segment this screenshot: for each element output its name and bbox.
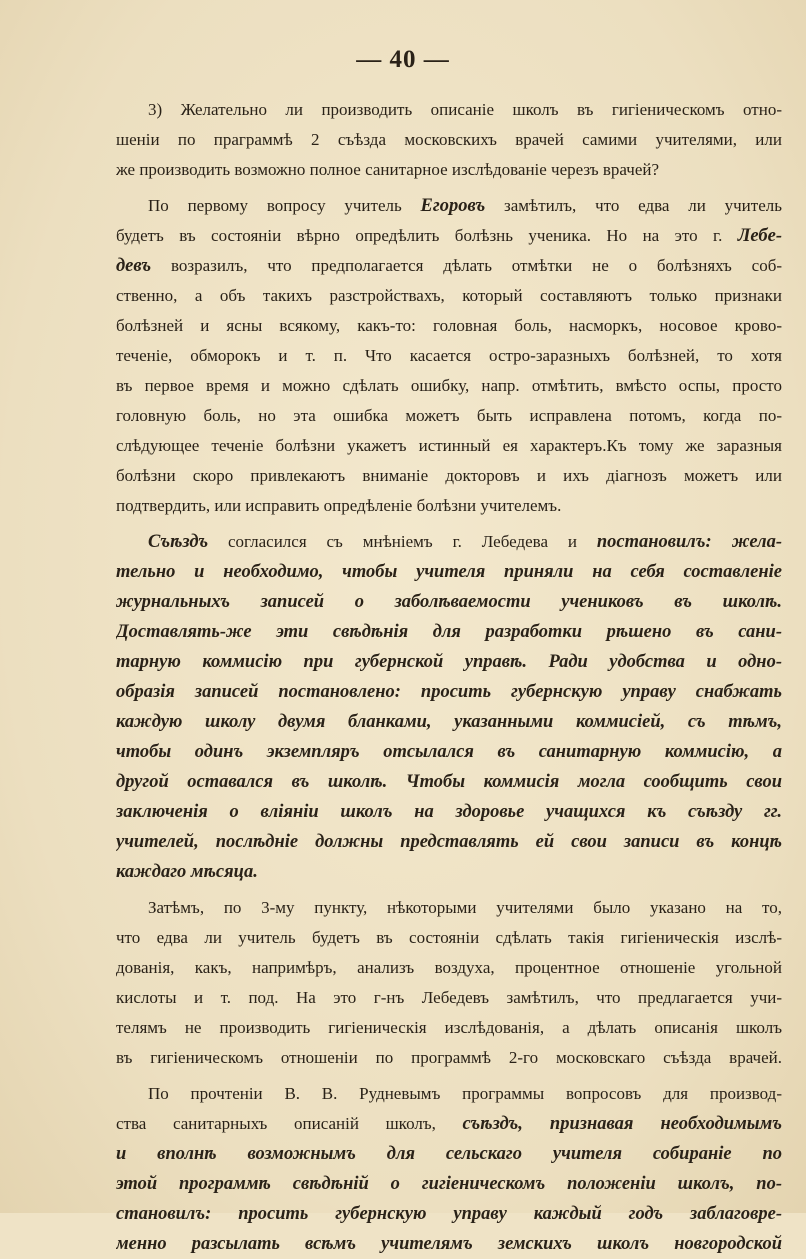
italic-text-segment: Егоровъ (420, 196, 486, 216)
text-line (116, 155, 782, 185)
text-line (116, 857, 782, 887)
text-line (116, 647, 782, 677)
text-segment: болѣзней и ясны всякому, какъ-то: головная боль, насморкъ, носовое крово- (116, 316, 782, 335)
text-segment: согласился съ мнѣніемъ г. Лебедева и (208, 532, 597, 551)
text-line (116, 401, 782, 431)
text-segment: что едва ли учитель будетъ въ состояніи сдѣлать такія гигіеническія изслѣ- (116, 928, 782, 947)
text-line (116, 617, 782, 647)
text-segment: шеніи по праграммѣ 2 съѣзда московскихъ врачей самими учителями, или (116, 130, 782, 149)
italic-text-segment: образія записей постановлено: просить губернскую управу снабжать (116, 682, 782, 702)
italic-text-segment: Съѣздъ (148, 532, 209, 552)
text-segment: кислоты и т. под. На это г-нъ Лебедевъ замѣтилъ, что предлагается учи- (116, 988, 782, 1007)
text-segment: же производить возможно полное санитарное изслѣдованіе черезъ врачей? (116, 160, 660, 179)
italic-text-segment: заключенія о вліяніи школъ на здоровье учащихся къ съѣзду гг. (116, 802, 782, 822)
text-segment: 3) Желательно ли производить описаніе школъ въ гигіеническомъ отно- (148, 100, 782, 119)
text-line (116, 251, 782, 281)
text-line (116, 1199, 782, 1229)
italic-text-segment: каждую школу двумя бланками, указанными коммисіей, съ тѣмъ, (116, 712, 782, 732)
paragraph (116, 95, 782, 185)
italic-text-segment: тарную коммисію при губернской управѣ. Ради удобства и одно- (116, 652, 782, 672)
text-line (116, 95, 782, 125)
italic-text-segment: чтобы одинъ экземпляръ отсылался въ санитарную коммисію, а (116, 742, 782, 762)
text-line (116, 707, 782, 737)
italic-text-segment: этой программѣ свѣдѣній о гигіеническомъ положеніи школъ, по- (116, 1174, 782, 1194)
text-segment: По первому вопросу учитель (148, 196, 421, 215)
text-line (116, 797, 782, 827)
text-line (116, 953, 782, 983)
text-line (116, 983, 782, 1013)
paragraph (116, 191, 782, 521)
text-line (116, 767, 782, 797)
paragraph (116, 1079, 782, 1259)
text-line (116, 527, 782, 557)
text-line (116, 281, 782, 311)
text-line (116, 1043, 782, 1073)
text-line (116, 1079, 782, 1109)
italic-text-segment: другой оставался въ школѣ. Чтобы коммисія могла сообщить свои (116, 772, 782, 792)
text-segment: подтвердить, или исправить опредѣленіе болѣзни учителемъ. (116, 496, 562, 515)
text-line (116, 341, 782, 371)
italic-text-segment: Лебе- (737, 226, 782, 246)
italic-text-segment: менно разсылать всѣмъ учителямъ земскихъ школъ новгородской (116, 1234, 782, 1254)
text-segment: ственно, а объ такихъ разстройствахъ, который составляютъ только признаки (116, 286, 782, 305)
text-line (116, 1229, 782, 1259)
text-segment: возразилъ, что предполагается дѣлать отмѣтки не о болѣзняхъ соб- (151, 256, 782, 275)
page-number: — 40 — (356, 46, 450, 73)
text-segment: головную боль, но эта ошибка можетъ быть исправлена потомъ, когда по- (116, 406, 782, 425)
paragraph (116, 893, 782, 1073)
italic-text-segment: Доставлять-же эти свѣдѣнія для разработки рѣшено въ сани- (116, 622, 782, 642)
italic-text-segment: девъ (116, 256, 152, 276)
text-line (116, 431, 782, 461)
text-segment: будетъ въ состояніи вѣрно опредѣлить болѣзнь ученика. Но на это г. (116, 226, 738, 245)
text-segment: слѣдующее теченіе болѣзни укажетъ истинный ея характеръ.Къ тому же заразныя (116, 436, 782, 455)
text-line (116, 1013, 782, 1043)
text-line (116, 587, 782, 617)
text-line (116, 923, 782, 953)
text-line (116, 371, 782, 401)
text-line (116, 125, 782, 155)
text-line (116, 191, 782, 221)
text-line (116, 1169, 782, 1199)
text-segment: дованія, какъ, напримѣръ, анализъ воздуха, процентное отношеніе угольной (116, 958, 782, 977)
text-segment: Затѣмъ, по 3-му пункту, нѣкоторыми учителями было указано на то, (148, 898, 782, 917)
text-line (116, 893, 782, 923)
italic-text-segment: журнальныхъ записей о заболѣваемости учениковъ въ школѣ. (116, 592, 782, 612)
text-line (116, 737, 782, 767)
italic-text-segment: становилъ: просить губернскую управу каждый годъ заблаговре- (116, 1204, 782, 1224)
italic-text-segment: каждаго мѣсяца. (116, 862, 258, 882)
text-line (116, 557, 782, 587)
text-segment: въ первое время и можно сдѣлать ошибку, напр. отмѣтить, вмѣсто оспы, просто (116, 376, 782, 395)
text-line (116, 827, 782, 857)
text-segment: По прочтеніи В. В. Рудневымъ программы вопросовъ для производ- (148, 1084, 782, 1103)
text-segment: теченіе, обморокъ и т. п. Что касается остро-заразныхъ болѣзней, то хотя (116, 346, 782, 365)
paragraph (116, 527, 782, 887)
text-line (116, 221, 782, 251)
text-line (116, 461, 782, 491)
body-text (116, 95, 782, 1259)
italic-text-segment: и вполнѣ возможнымъ для сельскаго учителя собираніе по (116, 1144, 782, 1164)
text-segment: ства санитарныхъ описаній школъ, (116, 1114, 463, 1133)
text-line (116, 1109, 782, 1139)
text-line (116, 677, 782, 707)
text-line (116, 1139, 782, 1169)
text-segment: замѣтилъ, что едва ли учитель (485, 196, 782, 215)
italic-text-segment: постановилъ: жела- (596, 532, 782, 552)
text-segment: въ гигіеническомъ отношеніи по программѣ 2-го московскаго съѣзда врачей. (116, 1048, 782, 1067)
text-line (116, 311, 782, 341)
italic-text-segment: учителей, послѣдніе должны представлять ей свои записи въ концѣ (116, 832, 782, 852)
text-segment: телямъ не производить гигіеническія изслѣдованія, а дѣлать описанія школъ (116, 1018, 782, 1037)
italic-text-segment: съѣздъ, признавая необходимымъ (462, 1114, 782, 1134)
text-segment: болѣзни скоро привлекаютъ вниманіе докторовъ и ихъ діагнозъ можетъ или (116, 466, 782, 485)
italic-text-segment: тельно и необходимо, чтобы учителя приняли на себя составленіе (116, 562, 782, 582)
text-line (116, 491, 782, 521)
